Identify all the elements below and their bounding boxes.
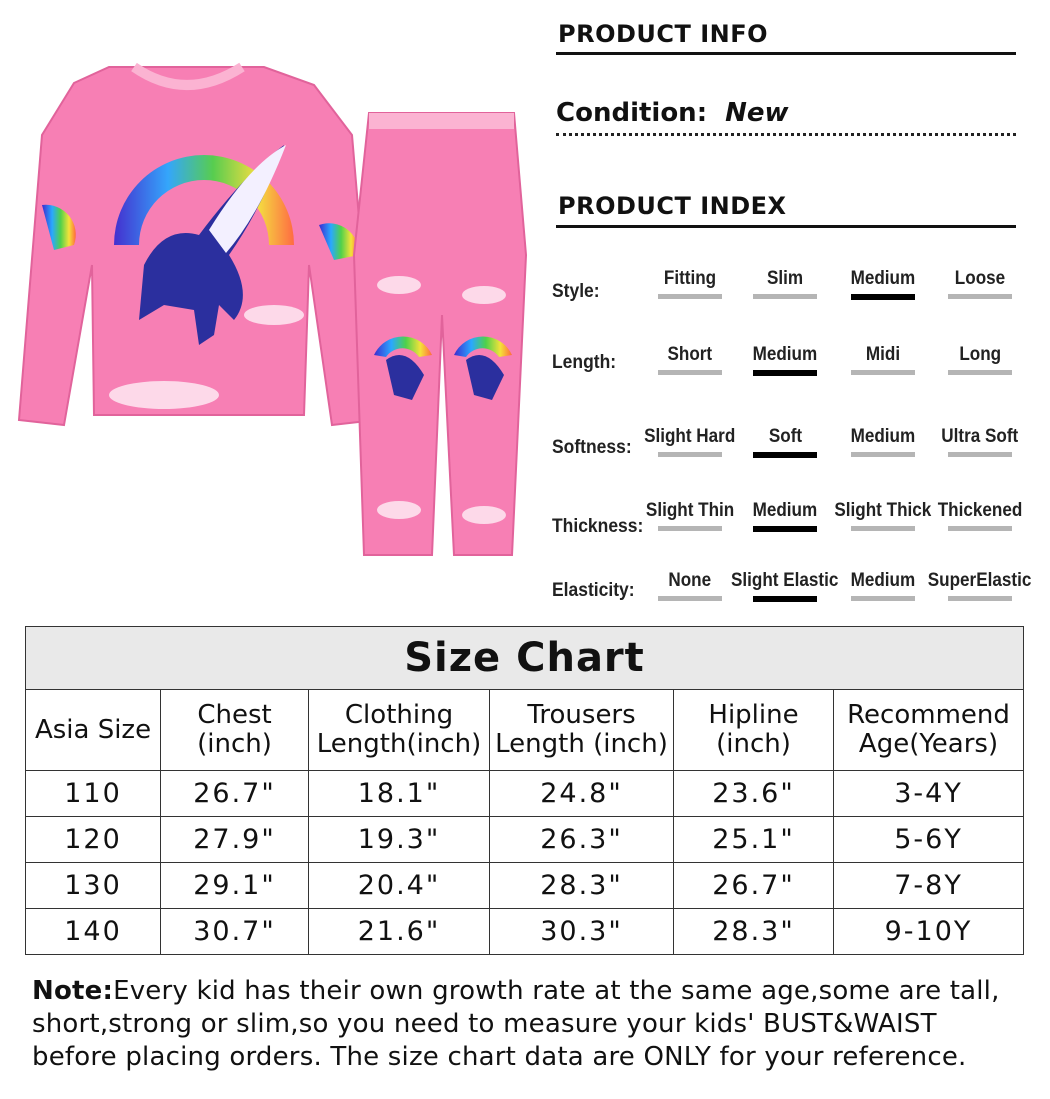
index-option: Slight Hard — [630, 426, 750, 457]
level-bar — [851, 526, 915, 531]
table-cell: 9-10Y — [834, 909, 1024, 955]
table-cell: 29.1" — [161, 863, 309, 909]
level-bar — [948, 596, 1012, 601]
table-cell: 28.3" — [490, 863, 674, 909]
level-bar — [948, 294, 1012, 299]
dotted-divider — [556, 133, 1016, 136]
size-chart-table — [25, 626, 1024, 955]
product-info-heading: PRODUCT INFO — [558, 20, 769, 48]
index-option: Slim — [725, 268, 845, 299]
level-bar — [658, 596, 722, 601]
note-label: Note: — [32, 976, 114, 1006]
level-bar — [851, 294, 915, 300]
column-header: Recommend Age(Years) — [834, 690, 1024, 771]
index-option: None — [630, 570, 750, 601]
index-option: Short — [630, 344, 750, 375]
level-bar — [948, 452, 1012, 457]
level-bar — [753, 526, 817, 532]
table-cell: 18.1" — [309, 771, 490, 817]
table-cell: 7-8Y — [834, 863, 1024, 909]
level-bar — [753, 452, 817, 458]
index-option: Medium — [823, 426, 943, 457]
index-label: Softness: — [552, 437, 632, 458]
index-option: Slight Elastic — [725, 570, 845, 602]
level-bar — [851, 452, 915, 457]
level-bar — [753, 596, 817, 602]
index-label: Style: — [552, 281, 600, 302]
note-text: Every kid has their own growth rate at the same age,some are tall, short,strong or slim,so you need to measure your kids' BUST&WAIST before placing orders. The size chart data are ONLY for your reference. — [32, 976, 1000, 1072]
index-label: Length: — [552, 352, 617, 373]
level-bar — [851, 370, 915, 375]
table-row — [26, 863, 1024, 909]
table-cell: 26.7" — [674, 863, 834, 909]
size-note — [32, 975, 1022, 1074]
index-option: Loose — [920, 268, 1040, 299]
table-row — [26, 817, 1024, 863]
table-cell: 30.3" — [490, 909, 674, 955]
table-cell: 3-4Y — [834, 771, 1024, 817]
table-row — [26, 771, 1024, 817]
table-cell: 110 — [26, 771, 161, 817]
table-cell: 27.9" — [161, 817, 309, 863]
index-option: Medium — [823, 268, 943, 300]
column-header: Hipline (inch) — [674, 690, 834, 771]
index-label: Thickness: — [552, 516, 644, 537]
level-bar — [658, 526, 722, 531]
index-option: Medium — [725, 344, 845, 376]
index-option: Medium — [725, 500, 845, 532]
table-cell: 26.7" — [161, 771, 309, 817]
index-option: Long — [920, 344, 1040, 375]
size-chart-title: Size Chart — [26, 627, 1024, 690]
index-option: Slight Thin — [630, 500, 750, 531]
index-option: Medium — [823, 570, 943, 601]
index-option: Soft — [725, 426, 845, 458]
column-header: Asia Size — [26, 690, 161, 771]
product-index-heading: PRODUCT INDEX — [558, 192, 787, 220]
level-bar — [753, 294, 817, 299]
index-label: Elasticity: — [552, 580, 635, 601]
divider — [556, 225, 1016, 228]
table-cell: 30.7" — [161, 909, 309, 955]
column-header: Chest (inch) — [161, 690, 309, 771]
index-option: Thickened — [920, 500, 1040, 531]
level-bar — [753, 370, 817, 376]
column-header: Clothing Length(inch) — [309, 690, 490, 771]
table-header-row — [26, 690, 1024, 771]
table-cell: 23.6" — [674, 771, 834, 817]
level-bar — [658, 452, 722, 457]
index-option: Midi — [823, 344, 943, 375]
table-row — [26, 909, 1024, 955]
level-bar — [851, 596, 915, 601]
level-bar — [948, 526, 1012, 531]
table-cell: 21.6" — [309, 909, 490, 955]
index-option: SuperElastic — [920, 570, 1040, 601]
index-option: Slight Thick — [823, 500, 943, 531]
table-cell: 130 — [26, 863, 161, 909]
table-cell: 25.1" — [674, 817, 834, 863]
table-cell: 26.3" — [490, 817, 674, 863]
condition-row — [556, 98, 789, 128]
index-option: Ultra Soft — [920, 426, 1040, 457]
level-bar — [658, 370, 722, 375]
shirt-icon — [19, 67, 376, 425]
divider — [556, 52, 1016, 55]
condition-value: New — [725, 98, 789, 128]
table-cell: 19.3" — [309, 817, 490, 863]
trousers-icon — [354, 113, 526, 555]
column-header: Trousers Length (inch) — [490, 690, 674, 771]
table-cell: 120 — [26, 817, 161, 863]
table-cell: 24.8" — [490, 771, 674, 817]
table-cell: 5-6Y — [834, 817, 1024, 863]
index-option: Fitting — [630, 268, 750, 299]
level-bar — [658, 294, 722, 299]
table-cell: 140 — [26, 909, 161, 955]
table-cell: 20.4" — [309, 863, 490, 909]
condition-label: Condition: — [556, 98, 708, 128]
level-bar — [948, 370, 1012, 375]
pajama-set-icon — [14, 55, 539, 565]
table-cell: 28.3" — [674, 909, 834, 955]
